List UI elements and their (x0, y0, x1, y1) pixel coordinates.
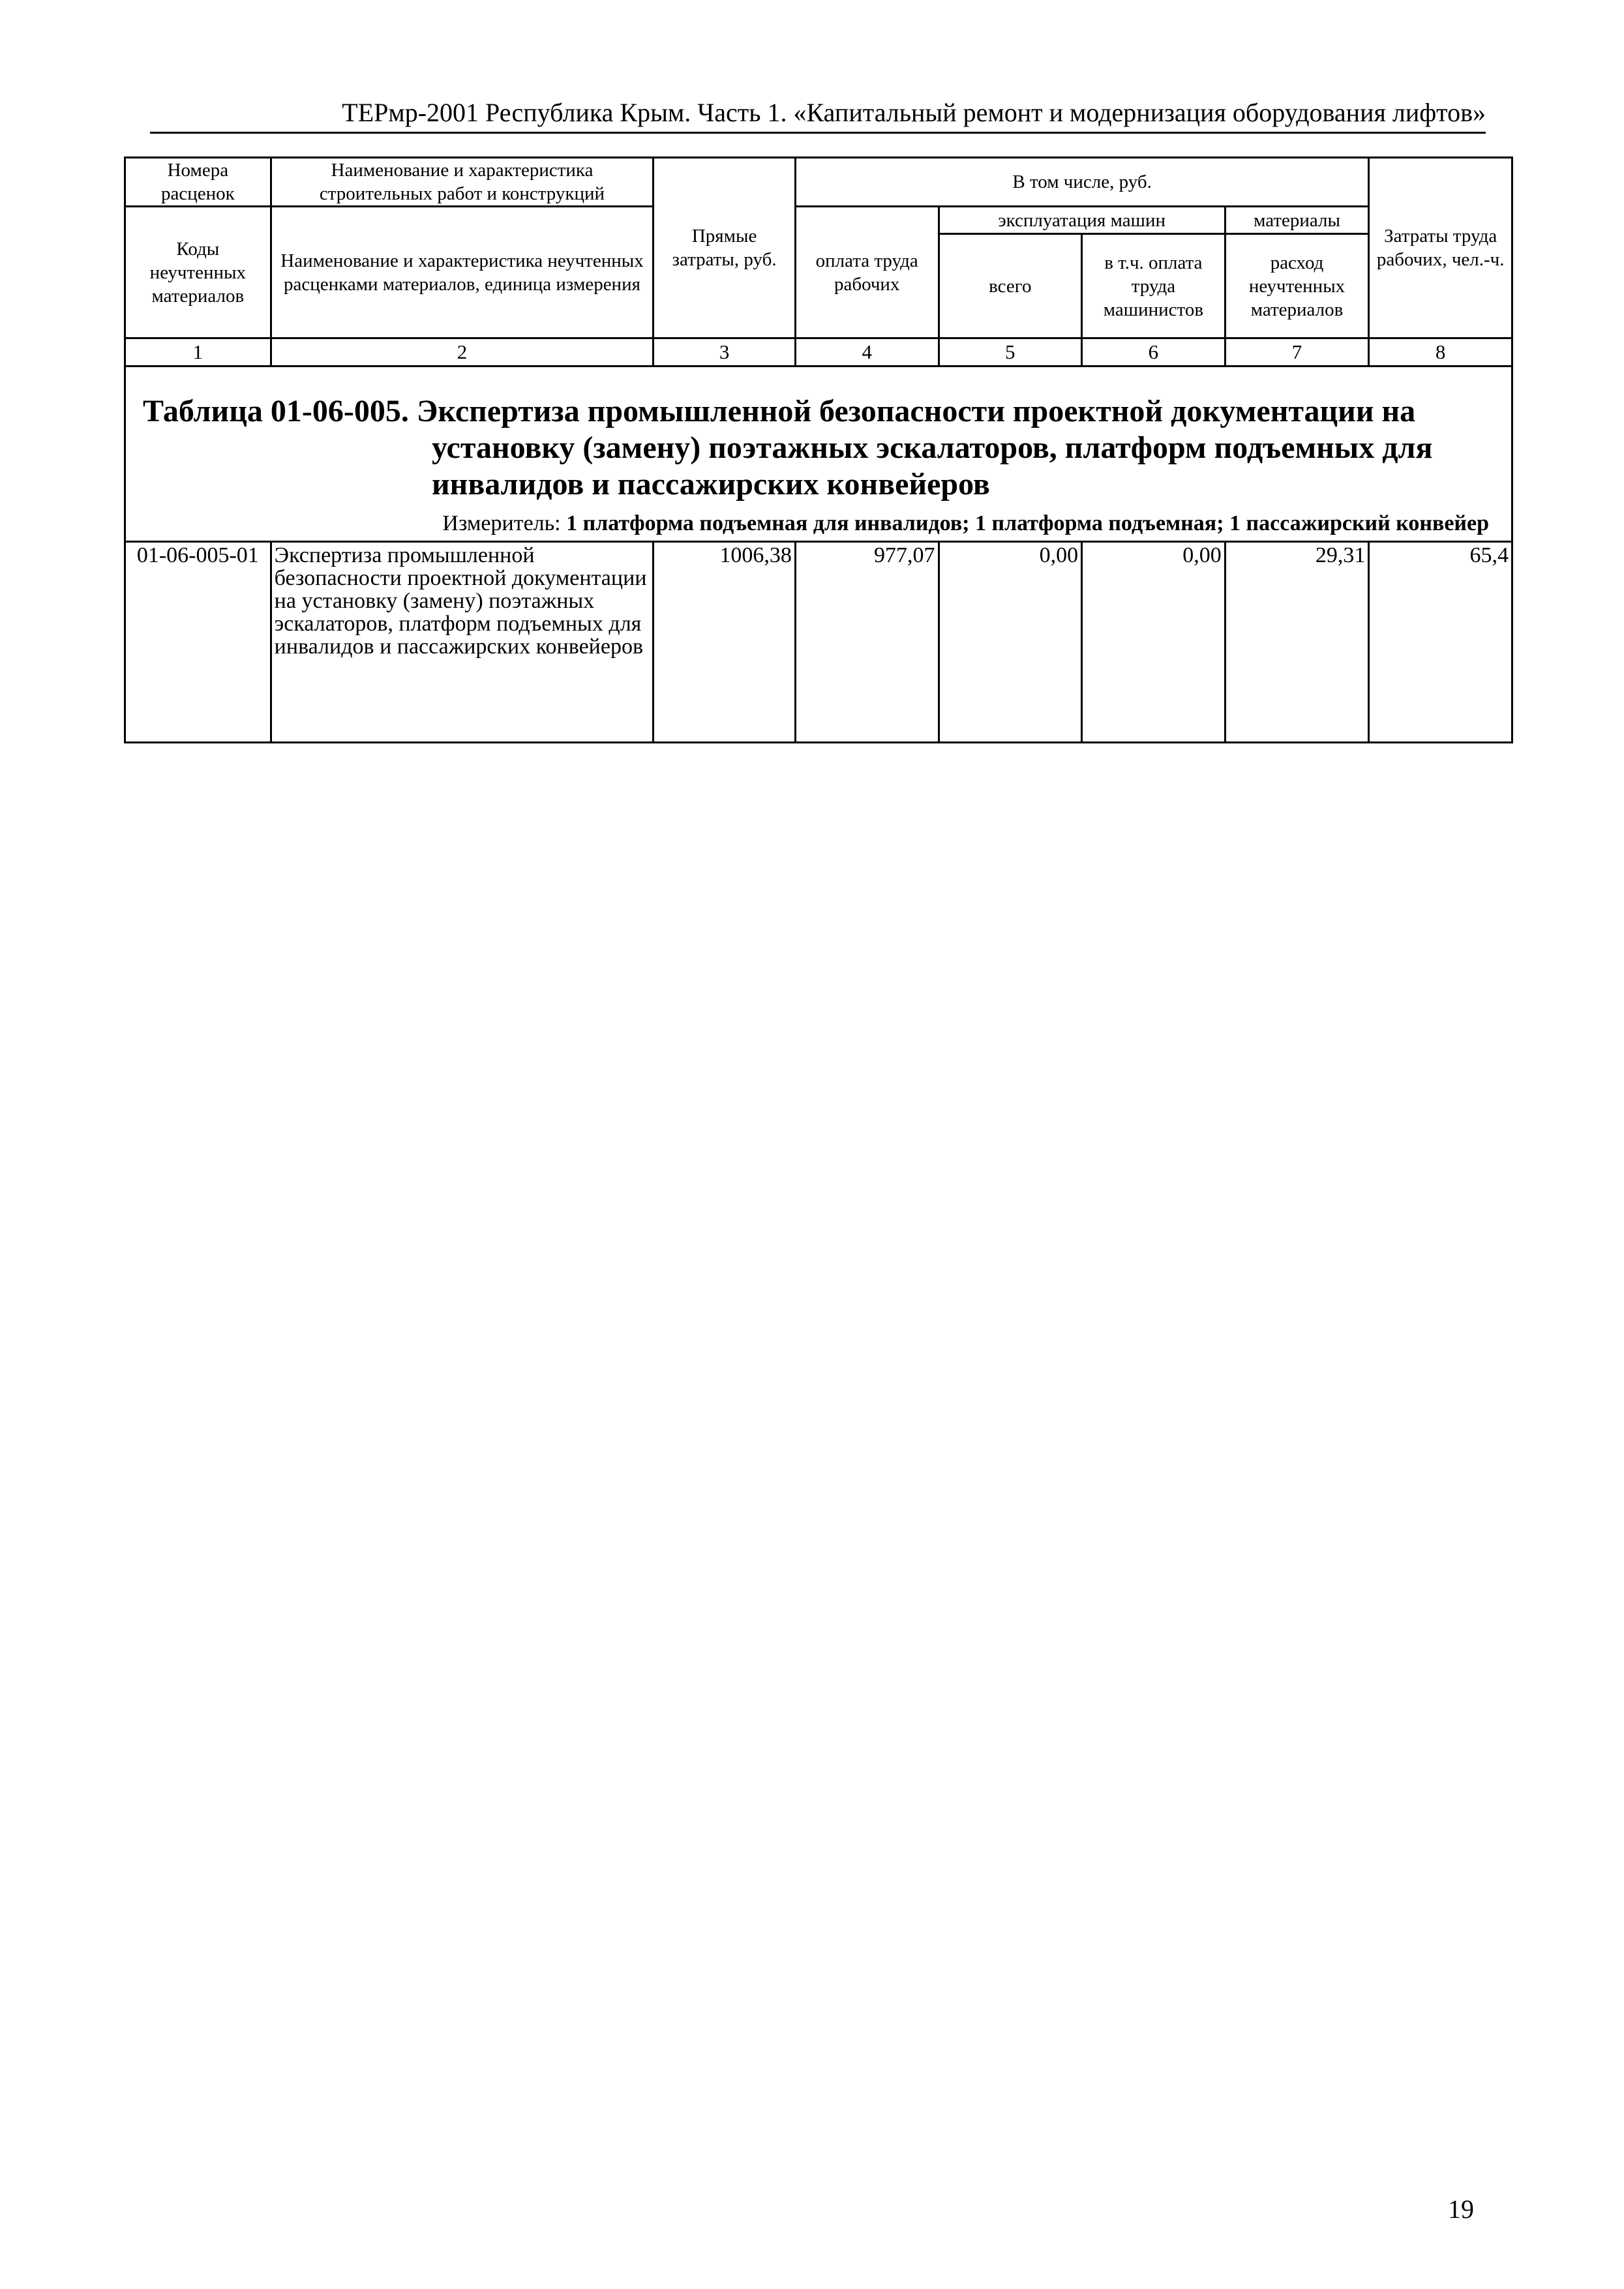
col1-header-top: Номера расценок (125, 158, 271, 207)
including-group-header: В том числе, руб. (795, 158, 1368, 207)
col3-header: Прямые затраты, руб. (654, 158, 796, 338)
col5-header: всего (939, 234, 1082, 338)
measure-value: 1 платформа подъемная для инвалидов; 1 платформа подъемная; 1 пассажирский конвейер (566, 511, 1489, 535)
column-number: 2 (271, 338, 654, 367)
column-number: 1 (125, 338, 271, 367)
section-title-block (125, 367, 1512, 542)
column-number: 6 (1082, 338, 1226, 367)
col2-header-top: Наименование и характеристика строительных работ и конструкций (271, 158, 654, 207)
measure-line (143, 509, 1489, 538)
col8-header: Затраты труда рабочих, чел.-ч. (1369, 158, 1512, 338)
running-header: ТЕРмр-2001 Республика Крым. Часть 1. «Капитальный ремонт и модернизация оборудования лифтов» (342, 98, 1486, 127)
machines-group-header: эксплуатация машин (939, 207, 1225, 234)
materials-group-header: материалы (1225, 207, 1369, 234)
col1-header-bottom: Коды неучтенных материалов (125, 207, 271, 338)
col2-header-bottom: Наименование и характеристика неучтенных расценками материалов, единица измерения (271, 207, 654, 338)
labor-pay-value: 977,07 (795, 542, 939, 743)
rate-code: 01-06-005-01 (125, 542, 271, 743)
table-row (125, 542, 1512, 743)
page-number: 19 (1448, 2194, 1474, 2224)
table-title: Таблица 01-06-005. Экспертиза промышленной безопасности проектной документации на установку (замену) поэтажных эскалаторов, платформ подъемных для инвалидов и пассажирских конвейеров (143, 394, 1433, 501)
column-number: 3 (654, 338, 796, 367)
column-number: 4 (795, 338, 939, 367)
col6-header: в т.ч. оплата труда машинистов (1082, 234, 1226, 338)
column-number: 8 (1369, 338, 1512, 367)
direct-costs-value: 1006,38 (654, 542, 796, 743)
col4-header: оплата труда рабочих (795, 207, 939, 338)
rates-table (124, 157, 1513, 743)
rate-description: Экспертиза промышленной безопасности проектной документации на установку (замену) поэтажных эскалаторов, платформ подъемных для инвалидов и пассажирских конвейеров (271, 542, 654, 743)
materials-value: 29,31 (1225, 542, 1369, 743)
labor-hours-value: 65,4 (1369, 542, 1512, 743)
machinists-pay-value: 0,00 (1082, 542, 1226, 743)
col7-header: расход неучтенных материалов (1225, 234, 1369, 338)
column-number: 5 (939, 338, 1082, 367)
header-rule (150, 132, 1486, 134)
measure-label: Измеритель: (442, 511, 567, 535)
column-number: 7 (1225, 338, 1369, 367)
machines-total-value: 0,00 (939, 542, 1082, 743)
